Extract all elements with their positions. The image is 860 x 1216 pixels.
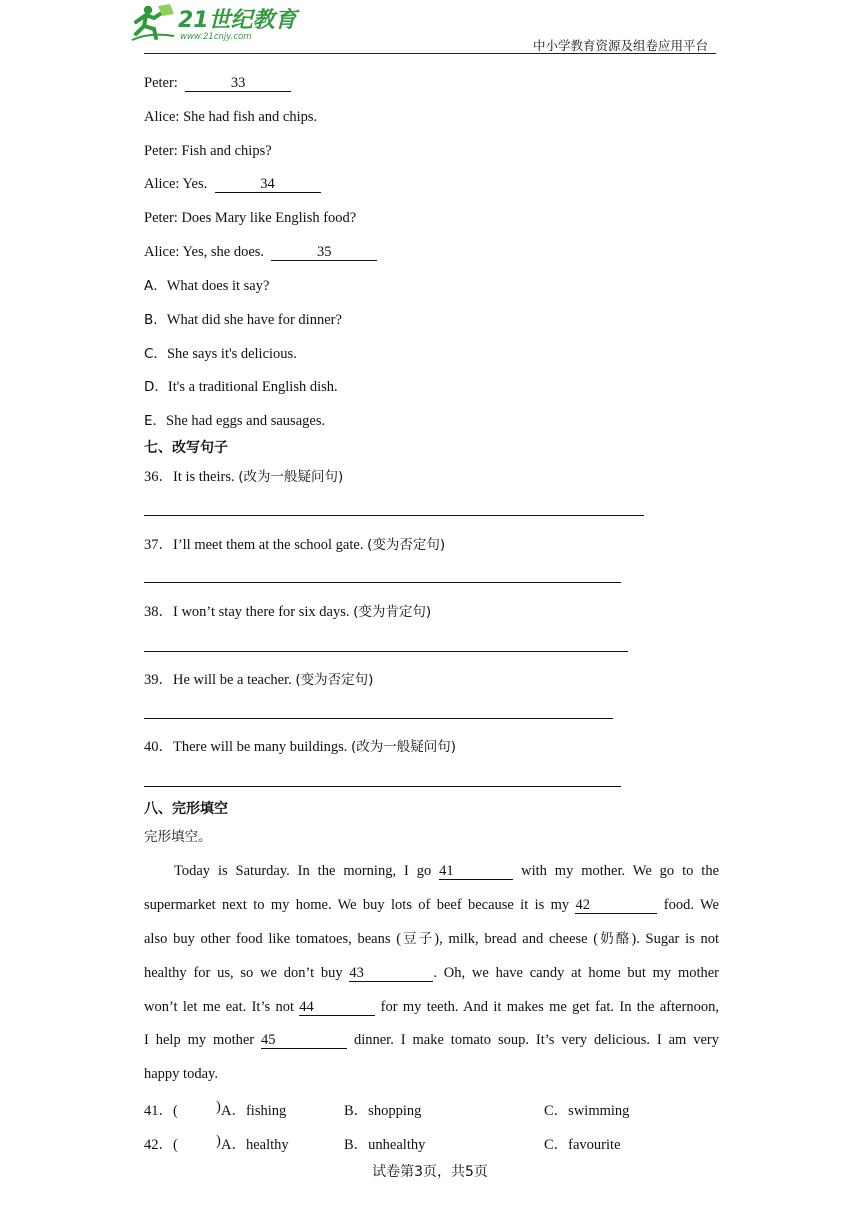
answer-line-37[interactable] [144, 582, 621, 583]
option-number: 42．( [144, 1137, 178, 1153]
answer-line-36[interactable] [144, 515, 644, 516]
option-a[interactable]: A．healthy [221, 1137, 289, 1153]
answer-blank-34[interactable]: 34 [215, 176, 321, 193]
answer-line-39[interactable] [144, 718, 613, 719]
header-divider [144, 53, 716, 54]
option-c[interactable]: C．favourite [544, 1137, 621, 1153]
option-b[interactable]: B．unhealthy [344, 1137, 426, 1153]
section-title: 八、完形填空 [144, 801, 228, 817]
answer-blank-35[interactable]: 35 [271, 244, 377, 261]
choice-option: E．She had eggs and sausages. [144, 413, 326, 429]
answer-line-38[interactable] [144, 651, 628, 652]
dialogue-line: Alice: She had fish and chips. [144, 109, 318, 125]
logo-url: www.21cnjy.com [180, 32, 252, 42]
cloze-blank-41[interactable]: 41 [439, 863, 513, 880]
option-bracket: ) [216, 1133, 221, 1149]
header-tagline: 中小学教育资源及组卷应用平台 [532, 38, 708, 53]
page-footer: 试卷第3页，共5页 [372, 1164, 488, 1180]
section-instruction: 完形填空。 [144, 829, 212, 845]
question-38: 38．I won’t stay there for six days. (变为肯定句) [144, 604, 432, 620]
dialogue-line: Alice: Yes, she does. 35 [144, 243, 377, 261]
question-36: 36．It is theirs. (改为一般疑问句) [144, 469, 344, 485]
cloze-blank-45[interactable]: 45 [261, 1032, 347, 1049]
question-37: 37．I’ll meet them at the school gate. (变为否定句) [144, 537, 446, 553]
brand-logo [130, 2, 300, 44]
dialogue-line: Peter: Does Mary like English food? [144, 210, 357, 226]
section-title: 七、改写句子 [144, 440, 228, 456]
passage-line: I help my mother 45 dinner. I make tomato soup. It’s very delicious. I am very [144, 1032, 720, 1048]
passage-line: Today is Saturday. In the morning, I go 41 with my mother. We go to the [174, 863, 720, 879]
dialogue-line: Peter: Fish and chips? [144, 143, 272, 159]
passage-line: won’t let me eat. It’s not 44 for my teeth. And it makes me get fat. In the afternoon, [144, 999, 720, 1015]
option-a[interactable]: A．fishing [221, 1103, 287, 1119]
choice-option: B．What did she have for dinner? [144, 312, 342, 328]
choice-option: A．What does it say? [144, 278, 270, 294]
dialogue-line: Peter: 33 [144, 74, 291, 92]
option-b[interactable]: B．shopping [344, 1103, 422, 1119]
passage-line: healthy for us, so we don’t buy 43 . Oh, we have candy at home but my mother [144, 965, 720, 981]
cloze-blank-43[interactable]: 43 [349, 965, 433, 982]
runner-icon [132, 4, 174, 40]
passage-line: also buy other food like tomatoes, beans (豆子), milk, bread and cheese (奶酪). Sugar is not [144, 931, 720, 947]
logo-wordmark: 21世纪教育 [178, 8, 297, 33]
dialogue-line: Alice: Yes. 34 [144, 175, 321, 193]
question-39: 39．He will be a teacher. (变为否定句) [144, 672, 374, 688]
option-number: 41．( [144, 1103, 178, 1119]
cloze-blank-42[interactable]: 42 [575, 897, 657, 914]
passage-line: happy today. [144, 1066, 218, 1082]
question-40: 40．There will be many buildings. (改为一般疑问句) [144, 739, 457, 755]
passage-line: supermarket next to my home. We buy lots of beef because it is my 42 food. We [144, 897, 719, 913]
choice-option: D．It's a traditional English dish. [144, 379, 338, 395]
option-bracket: ) [216, 1099, 221, 1115]
answer-line-40[interactable] [144, 786, 621, 787]
choice-option: C．She says it's delicious. [144, 346, 297, 362]
cloze-blank-44[interactable]: 44 [299, 999, 375, 1016]
answer-blank-33[interactable]: 33 [185, 75, 291, 92]
option-c[interactable]: C．swimming [544, 1103, 630, 1119]
